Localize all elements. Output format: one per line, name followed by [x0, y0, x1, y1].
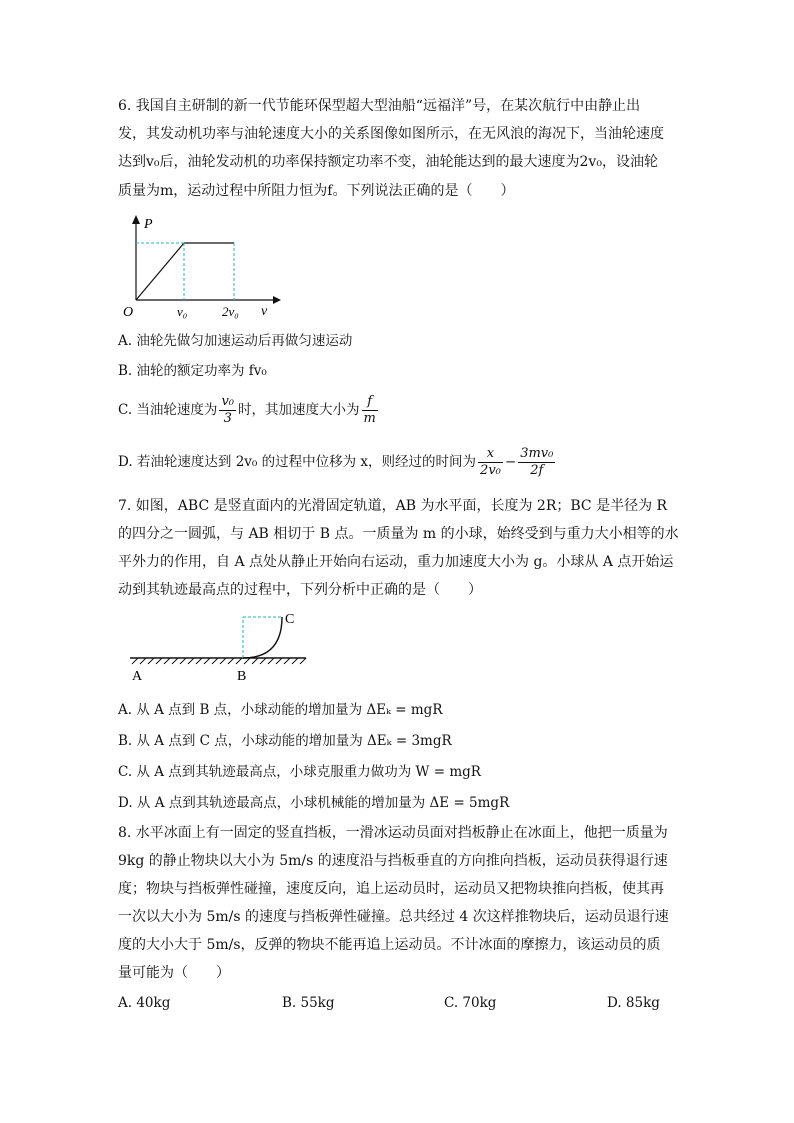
- q8-stem-line4: 一次以大小为 5m/s 的速度与挡板弹性碰撞。总共经过 4 次这样推物块后，运动员退行速: [118, 909, 669, 925]
- q7-option-c[interactable]: C. 从 A 点到其轨迹最高点，小球克服重力做功为 W = mgR: [118, 764, 481, 780]
- q7-stem-line4: 动到其轨迹最高点的过程中，下列分析中正确的是（ ）: [118, 582, 482, 598]
- q6-option-c-frac-den: 3: [223, 411, 232, 426]
- q6-option-c-fraction: [219, 394, 236, 427]
- q7-stem-line3: 平外力的作用，自 A 点处从静止开始向右运动，重力加速度大小为 g。小球从 A 点开始运: [118, 554, 674, 570]
- q6-graph-x-label: v: [261, 304, 268, 319]
- q6-option-d-text: D. 若油轮速度达到 2v₀ 的过程中位移为 x，则经过的时间为: [118, 454, 477, 470]
- q6-option-d-minus: −: [504, 454, 517, 470]
- q6-option-d-frac-num: x: [478, 446, 503, 463]
- q6-graph-origin: O: [123, 305, 134, 320]
- q6-option-c-frac2-den: m: [363, 411, 376, 426]
- q6-option-a[interactable]: A. 油轮先做匀加速运动后再做匀速运动: [118, 333, 353, 349]
- q8-stem-line1: 8. 水平冰面上有一固定的竖直挡板，一滑冰运动员面对挡板静止在冰面上，他把一质量为: [118, 825, 668, 841]
- q7-stem-line1: 7. 如图，ABC 是竖直面内的光滑固定轨道，AB 为水平面，长度为 2R；BC 是半径为 R: [118, 498, 668, 514]
- q8-stem-line5: 度的大小大于 5m/s，反弹的物块不能再追上运动员。不计冰面的摩擦力，该运动员的质: [118, 937, 661, 953]
- q8-option-d[interactable]: D. 85kg: [607, 995, 660, 1011]
- q6-option-d-fraction2: [518, 446, 555, 479]
- q7-option-b[interactable]: B. 从 A 点到 C 点，小球动能的增加量为 ΔEₖ = 3mgR: [118, 733, 452, 749]
- q7-track-diagram: [126, 604, 311, 686]
- q7-stem-line2: 的四分之一圆弧，与 AB 相切于 B 点。一质量为 m 的小球，始终受到与重力大小相等的水: [118, 526, 679, 542]
- q6-graph-y-label: P: [144, 217, 153, 232]
- q6-option-c-text: C. 当油轮速度为: [118, 402, 218, 418]
- q6-stem-line1: 6. 我国自主研制的新一代节能环保型超大型油船“远福洋”号，在某次航行中由静止出: [118, 98, 641, 114]
- q6-power-velocity-graph: [118, 210, 288, 322]
- q7-option-a[interactable]: A. 从 A 点到 B 点，小球动能的增加量为 ΔEₖ = mgR: [118, 702, 443, 718]
- q8-stem-line6: 量可能为（ ）: [118, 965, 230, 981]
- q8-option-b[interactable]: B. 55kg: [282, 995, 335, 1011]
- q8-stem-line2: 9kg 的静止物块以大小为 5m/s 的速度沿与挡板垂直的方向推向挡板，运动员获得退行速: [118, 853, 668, 869]
- q8-stem-line3: 度；物块与挡板弹性碰撞，速度反向，追上运动员时，运动员又把物块推向挡板，使其再: [118, 881, 664, 897]
- q6-option-c[interactable]: [118, 394, 380, 427]
- q6-stem-line2: 发，其发动机功率与油轮速度大小的关系图像如图所示，在无风浪的海况下，当油轮速度: [118, 126, 664, 142]
- q7-option-d[interactable]: D. 从 A 点到其轨迹最高点，小球机械能的增加量为 ΔE = 5mgR: [118, 795, 510, 811]
- q6-stem-line3: 达到v₀后，油轮发动机的功率保持额定功率不变，油轮能达到的最大速度为2v₀，设油轮: [118, 154, 658, 170]
- q6-option-d[interactable]: [118, 446, 557, 479]
- q6-stem-line4: 质量为m，运动过程中所阻力恒为f。下列说法正确的是（ ）: [118, 183, 515, 199]
- q8-option-a[interactable]: A. 40kg: [118, 995, 171, 1011]
- q6-option-d-frac2-num: 3mv₀: [520, 446, 554, 461]
- q7-label-c: C: [285, 612, 295, 627]
- q6-option-d-fraction: [478, 446, 503, 479]
- q6-graph-tick-v0: v₀: [177, 304, 188, 319]
- q8-option-c[interactable]: C. 70kg: [444, 995, 497, 1011]
- q7-label-a: A: [132, 669, 143, 684]
- q6-option-c-frac-num: v₀: [221, 394, 234, 409]
- q6-option-d-frac-den: 2v₀: [480, 463, 501, 478]
- q6-graph-tick-2v0: 2v₀: [222, 304, 239, 319]
- q6-option-c-frac2-num: f: [362, 394, 378, 411]
- q6-option-b[interactable]: B. 油轮的额定功率为 fv₀: [118, 363, 267, 379]
- q6-option-c-fraction2: [362, 394, 378, 427]
- q7-label-b: B: [237, 669, 247, 684]
- q6-option-c-text2: 时，其加速度大小为: [238, 402, 360, 418]
- q6-option-d-frac2-den: 2f: [530, 463, 544, 478]
